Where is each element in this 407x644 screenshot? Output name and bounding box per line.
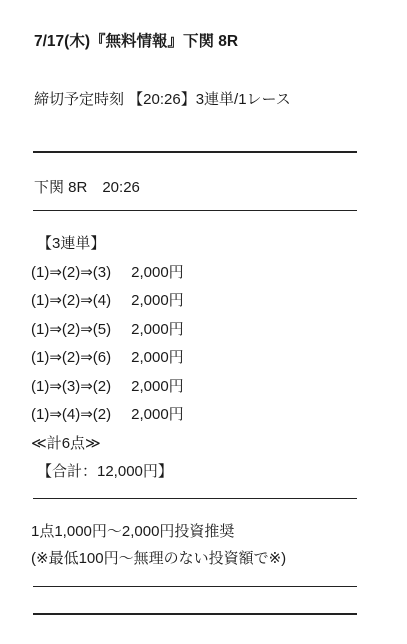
bet-amount: 2,000円 (131, 320, 184, 338)
bet-amount: 2,000円 (131, 263, 184, 281)
divider (33, 498, 357, 499)
bet-list (31, 230, 184, 487)
race-info: 下関 8R 20:26 (34, 179, 140, 196)
bet-combo: (1)⇒(2)⇒(5) (31, 320, 112, 338)
bet-amount: 2,000円 (131, 292, 184, 309)
bet-row (31, 373, 184, 402)
divider (33, 151, 357, 153)
advice-line: 1点1,000円〜2,000円投資推奨 (31, 523, 235, 540)
advice-note: (※最低100円〜無理のない投資額で※) (31, 550, 287, 567)
bet-combo: (1)⇒(4)⇒(2) (31, 406, 112, 423)
bet-amount: 2,000円 (131, 377, 184, 395)
bet-combo: (1)⇒(3)⇒(2) (31, 377, 112, 395)
bet-row (31, 401, 184, 430)
bet-type-label: 【3連単】 (37, 235, 106, 252)
bet-combo: (1)⇒(2)⇒(4) (31, 292, 112, 309)
amount-total: 【合計：12,000円】 (37, 463, 173, 480)
divider (33, 210, 357, 211)
bet-amount: 2,000円 (131, 406, 184, 423)
bet-row (31, 316, 184, 345)
bet-combo: (1)⇒(2)⇒(6) (31, 349, 112, 366)
post-headline: 7/17(木)『無料情報』下関 8R (34, 33, 239, 50)
divider (33, 586, 357, 587)
bet-row (31, 259, 184, 288)
bet-row (31, 287, 184, 316)
investment-advice (31, 518, 286, 572)
bet-amount: 2,000円 (131, 349, 184, 366)
divider (33, 613, 357, 615)
points-total: ≪計6点≫ (31, 434, 101, 452)
deadline-info: 締切予定時刻 【20:26】3連単/1レース (34, 91, 291, 108)
bet-row (31, 344, 184, 373)
bet-combo: (1)⇒(2)⇒(3) (31, 263, 112, 281)
